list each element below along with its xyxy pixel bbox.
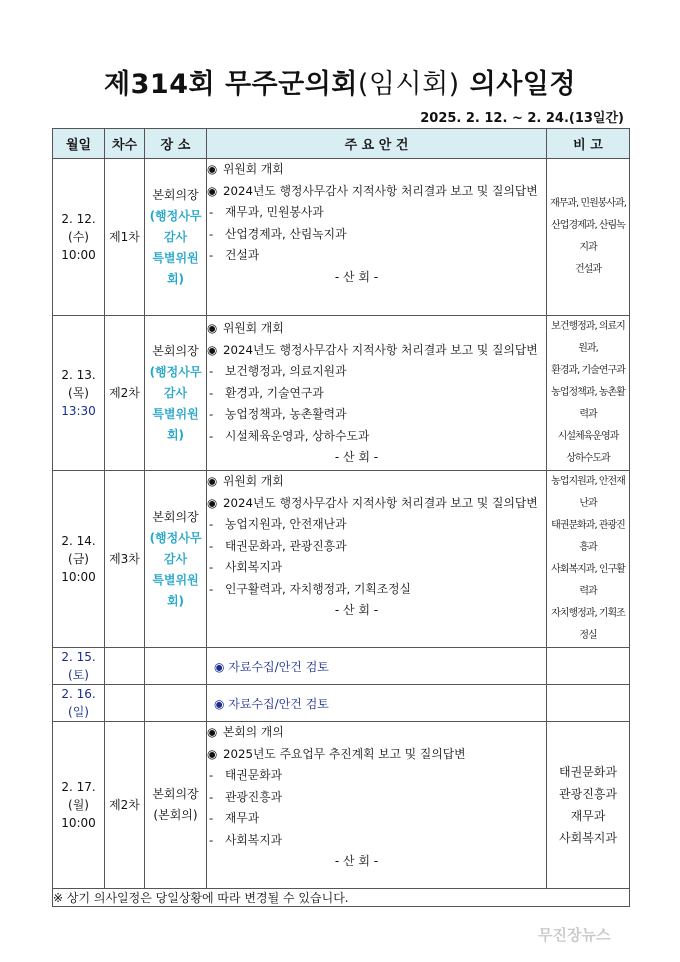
title-main: 제314회 무주군의회 — [104, 69, 358, 100]
remark-line: 자치행정과, 기획조정실 — [551, 608, 625, 641]
period-text: 2025. 2. 12. ~ 2. 24.(13일간) — [420, 111, 624, 126]
remark-line: 태권문화과, 관광진흥과 — [551, 520, 625, 553]
date-cell — [53, 471, 105, 648]
session-cell: 제3차 — [105, 471, 145, 648]
adjourn-text: - 산 회 - — [334, 450, 379, 464]
remark-line: 환경과, 기술연구과 — [551, 365, 625, 376]
header-place: 장 소 — [145, 129, 207, 159]
remarks-cell — [547, 159, 630, 316]
agenda-item: - 건설과 — [209, 248, 260, 262]
date-day: 2. 14. — [61, 534, 96, 548]
adjourn-text: - 산 회 - — [334, 854, 379, 868]
place-cell — [145, 722, 207, 889]
date-day: 2. 17. — [61, 780, 96, 794]
agenda-item: ◉ 자료수집/안건 검토 — [214, 659, 329, 674]
date-day: 2. 12. — [61, 212, 96, 226]
place-cell — [145, 159, 207, 316]
note-row — [53, 889, 630, 907]
date-weekday: (금) — [68, 552, 89, 566]
remark-line: 농업지원과, 안전재난과 — [551, 476, 625, 509]
date-time: 10:00 — [61, 570, 96, 584]
remark-line: 상하수도과 — [566, 453, 610, 464]
table-row — [53, 471, 630, 648]
place-committee: 특별위원회) — [152, 572, 199, 608]
date-weekday: (목) — [68, 386, 89, 400]
date-weekday: (수) — [68, 230, 89, 244]
date-weekday: (월) — [68, 798, 89, 812]
remark-line: 재무과 — [570, 809, 606, 823]
session-cell: 제2차 — [105, 722, 145, 889]
remarks-cell — [547, 316, 630, 471]
place-committee: (행정사무감사 — [149, 364, 202, 400]
place-cell — [145, 471, 207, 648]
agenda-item: - 태권문화과 — [209, 768, 282, 782]
remark-line: 사회복지과 — [559, 831, 617, 845]
agenda-item: - 태권문화과, 관광진흥과 — [209, 538, 347, 553]
agenda-cell — [207, 685, 547, 722]
agenda-cell — [207, 159, 547, 316]
place-name: 본회의장 — [152, 787, 199, 801]
date-day: 2. 16. — [61, 687, 96, 701]
date-time: 13:30 — [61, 404, 96, 418]
remarks-cell — [547, 471, 630, 648]
agenda-item: - 관광진흥과 — [209, 789, 282, 804]
agenda-item: - 인구활력과, 자치행정과, 기획조정실 — [209, 581, 411, 596]
agenda-item: ◉ 2024년도 행정사무감사 지적사항 처리결과 보고 및 질의답변 — [207, 183, 538, 198]
place-committee: (행정사무감사 — [149, 530, 202, 566]
agenda-item: ◉ 2024년도 행정사무감사 지적사항 처리결과 보고 및 질의답변 — [207, 342, 538, 357]
place-cell — [145, 685, 207, 722]
remark-line: 시설체육운영과 — [557, 431, 619, 442]
date-weekday: (일) — [68, 705, 89, 719]
date-day: 2. 13. — [61, 368, 96, 382]
agenda-item: - 재무과 — [209, 811, 260, 825]
place-name: 본회의장 — [152, 187, 199, 202]
place-cell — [145, 316, 207, 471]
place-cell — [145, 648, 207, 685]
agenda-item: - 시설체육운영과, 상하수도과 — [209, 428, 370, 443]
header-session: 차수 — [105, 129, 145, 159]
page-title — [0, 62, 680, 101]
agenda-item: ◉ 위원회 개회 — [207, 474, 284, 488]
agenda-item: - 농업정책과, 농촌활력과 — [209, 407, 347, 421]
table-row — [53, 722, 630, 889]
agenda-item: ◉ 자료수집/안건 검토 — [214, 696, 329, 711]
agenda-item: ◉ 2024년도 행정사무감사 지적사항 처리결과 보고 및 질의답변 — [207, 495, 538, 510]
remarks-cell — [547, 685, 630, 722]
date-cell — [53, 722, 105, 889]
remark-line: 관광진흥과 — [559, 787, 617, 801]
remark-line: 산업경제과, 산림녹지과 — [551, 220, 625, 253]
session-cell — [105, 685, 145, 722]
table-row — [53, 648, 630, 685]
watermark-logo: 무진장뉴스 — [538, 926, 611, 944]
date-cell — [53, 648, 105, 685]
remarks-cell — [547, 648, 630, 685]
schedule-table — [52, 128, 630, 907]
table-row — [53, 685, 630, 722]
footnote: ※ 상기 의사일정은 당일상황에 따라 변경될 수 있습니다. — [53, 889, 630, 907]
remark-line: 농업정책과, 농촌활력과 — [551, 387, 625, 420]
place-type: (본회의) — [153, 808, 198, 822]
date-cell — [53, 685, 105, 722]
agenda-cell — [207, 722, 547, 889]
remark-line: 건설과 — [575, 264, 601, 275]
agenda-cell — [207, 316, 547, 471]
header-agenda: 주 요 안 건 — [207, 129, 547, 159]
date-time: 10:00 — [61, 816, 96, 830]
title-tail: 의사일정 — [459, 69, 576, 100]
session-cell: 제2차 — [105, 316, 145, 471]
agenda-item: - 환경과, 기술연구과 — [209, 385, 324, 400]
place-name: 본회의장 — [152, 509, 199, 524]
table-row — [53, 159, 630, 316]
date-weekday: (토) — [68, 668, 89, 682]
agenda-item: - 사회복지과 — [209, 560, 282, 574]
remark-line: 보건행정과, 의료지원과, — [551, 321, 625, 354]
header-remarks: 비 고 — [547, 129, 630, 159]
agenda-cell — [207, 471, 547, 648]
remarks-cell — [547, 722, 630, 889]
agenda-item: - 산업경제과, 산림녹지과 — [209, 226, 347, 241]
adjourn-text: - 산 회 - — [334, 269, 379, 284]
agenda-cell — [207, 648, 547, 685]
agenda-item: - 보건행정과, 의료지원과 — [209, 364, 347, 378]
agenda-item: ◉ 2025년도 주요업무 추진계획 보고 및 질의답변 — [207, 746, 466, 761]
agenda-item: - 재무과, 민원봉사과 — [209, 205, 324, 219]
date-cell — [53, 316, 105, 471]
agenda-item: ◉ 위원회 개회 — [207, 321, 284, 335]
date-time: 10:00 — [61, 248, 96, 262]
place-committee: 특별위원회) — [152, 250, 199, 286]
agenda-item: - 농업지원과, 안전재난과 — [209, 517, 347, 531]
title-paren: (임시회) — [357, 69, 460, 100]
table-row — [53, 316, 630, 471]
session-cell — [105, 648, 145, 685]
remark-line: 재무과, 민원봉사과, — [550, 198, 626, 209]
header-date: 월일 — [53, 129, 105, 159]
place-committee: (행정사무감사 — [149, 208, 202, 244]
place-name: 본회의장 — [152, 343, 199, 358]
agenda-item: ◉ 본회의 개의 — [207, 725, 284, 739]
remark-line: 사회복지과, 인구활력과 — [551, 564, 625, 597]
table-header-row — [53, 129, 630, 159]
place-committee: 특별위원회) — [152, 406, 199, 442]
date-day: 2. 15. — [61, 650, 96, 664]
remark-line: 태권문화과 — [559, 765, 617, 779]
adjourn-text: - 산 회 - — [334, 603, 379, 617]
agenda-item: - 사회복지과 — [209, 832, 282, 847]
session-cell: 제1차 — [105, 159, 145, 316]
agenda-item: ◉ 위원회 개회 — [207, 162, 284, 176]
date-cell — [53, 159, 105, 316]
